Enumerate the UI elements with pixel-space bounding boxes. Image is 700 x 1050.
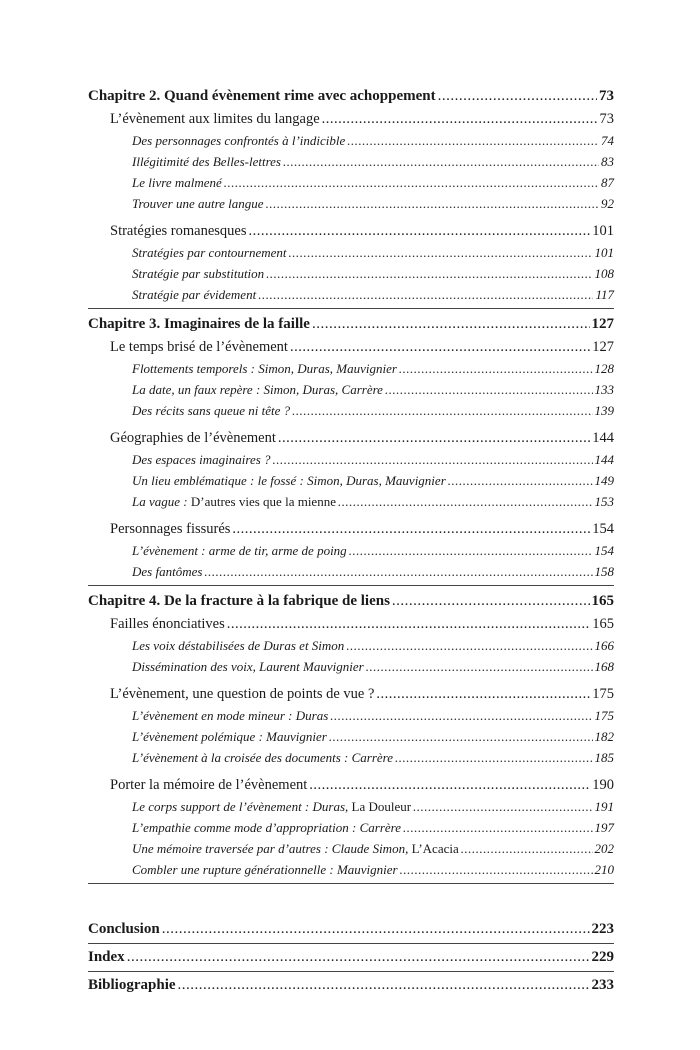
dot-leader [249,220,591,242]
title-part: La Douleur [351,799,412,814]
entry-title [132,635,344,656]
title-part-italic: Stratégie par évidement [132,287,257,302]
entry-title [110,336,288,358]
title-part: Géographies de l’évènement [110,430,276,446]
entry-title [132,726,327,747]
dot-leader [346,635,592,656]
page-number: 73 [599,111,614,127]
toc-subsection-entry [88,796,614,817]
dot-leader [309,774,590,796]
toc-subsection-entry [88,838,614,859]
entry-title [132,172,222,193]
toc-section-entry [88,683,614,705]
page-number: 185 [594,750,614,765]
dot-leader [376,683,590,705]
page-number: 229 [591,949,614,965]
title-part: Le temps brisé de l’évènement [110,339,288,355]
title-part-italic: Le corps support de l’évènement : Duras, [132,799,352,814]
entry-title [132,838,459,859]
page-number: 127 [591,316,614,332]
title-part: Bibliographie [88,977,176,993]
page-number: 144 [592,430,614,446]
toc-section-entry [88,774,614,796]
page-number: 87 [601,175,614,190]
title-part-italic: Les voix déstabilisées de Duras et Simon [132,638,345,653]
title-part-italic: Flottements temporels : Simon, Duras, Mauvignier [132,361,397,376]
page-number: 223 [591,921,614,937]
title-part: Porter la mémoire de l’évènement [110,777,308,793]
dot-leader [395,747,592,768]
dot-leader [283,151,599,172]
title-part-italic: L’évènement polémique : Mauvignier [132,729,327,744]
toc-chapter-entry [88,312,614,336]
dot-leader [413,796,592,817]
dot-leader [329,726,593,747]
title-part-italic: Des espaces imaginaires ? [132,452,271,467]
page-number: 127 [592,339,614,355]
title-part-italic: La date, un faux repère : Simon, Duras, Carrère [132,382,383,397]
page-number: 182 [594,729,614,744]
entry-title [132,263,264,284]
page-number: 144 [594,452,614,467]
dot-leader [266,193,599,214]
entry-title [132,193,264,214]
entry-title [110,613,225,635]
dot-leader [338,491,593,512]
entry-title [132,796,411,817]
toc-subsection-entry [88,400,614,421]
entry-title [132,491,336,512]
toc-subsection-entry [88,379,614,400]
title-part: L’Acacia [411,841,459,856]
page-number: 139 [594,403,614,418]
title-part: L’évènement aux limites du langage [110,111,320,127]
toc-subsection-entry [88,705,614,726]
toc-back-matter-entry [88,972,614,999]
entry-title [132,358,397,379]
title-part-italic: Un lieu emblématique : le fossé : Simon, Duras, Mauvignier [132,473,446,488]
title-part-italic: L’empathie comme mode d’appropriation : Carrère [132,820,401,835]
page-number: 210 [594,862,614,877]
dot-leader [127,944,590,971]
page-number: 197 [594,820,614,835]
page-number: 175 [592,686,614,702]
entry-title [132,561,202,582]
table-of-contents [88,84,614,999]
title-part: Chapitre 3. Imaginaires de la faille [88,316,310,332]
toc-subsection-entry [88,561,614,582]
toc-subsection-entry [88,130,614,151]
title-part-italic: Une mémoire traversée par d’autres : Claude Simon, [132,841,412,856]
toc-subsection-entry [88,817,614,838]
dot-leader [461,838,593,859]
entry-title [132,130,345,151]
title-part-italic: Des personnages confrontés à l’indicible [132,133,346,148]
entry-title [110,108,320,130]
toc-section-entry [88,427,614,449]
title-part-italic: Stratégies par contournement [132,245,287,260]
page-number: 83 [601,154,614,169]
dot-leader [162,916,590,943]
entry-title [88,84,436,108]
entry-title [132,705,328,726]
page-number: 153 [594,494,614,509]
entry-title [132,151,281,172]
toc-subsection-entry [88,540,614,561]
toc-subsection-entry [88,859,614,880]
spacer [88,884,614,916]
dot-leader [290,336,590,358]
title-part: Conclusion [88,921,160,937]
toc-back-matter-entry [88,916,614,943]
dot-leader [400,859,593,880]
dot-leader [278,427,590,449]
dot-leader [266,263,592,284]
page-number: 117 [595,287,614,302]
entry-title [132,747,393,768]
page-number: 202 [594,841,614,856]
toc-chapter-entry [88,84,614,108]
title-part-italic: Dissémination des voix, Laurent Mauvignier [132,659,364,674]
toc-section-entry [88,108,614,130]
toc-section-entry [88,220,614,242]
title-part-italic: La vague : [132,494,191,509]
page-number: 191 [594,799,614,814]
page-number: 101 [592,223,614,239]
page-number: 175 [594,708,614,723]
entry-title [132,449,271,470]
page-number: 158 [594,564,614,579]
page-number: 165 [591,593,614,609]
toc-subsection-entry [88,263,614,284]
title-part: L’évènement, une question de points de vue ? [110,686,375,702]
entry-title [88,944,125,971]
entry-title [88,916,160,943]
entry-title [88,589,390,613]
entry-title [132,379,383,400]
entry-title [132,284,256,305]
dot-leader [385,379,593,400]
page-number: 73 [599,88,614,104]
entry-title [132,656,364,677]
toc-subsection-entry [88,726,614,747]
entry-title [110,518,230,540]
entry-title [132,817,401,838]
page-number: 166 [594,638,614,653]
dot-leader [204,561,592,582]
entry-title [110,427,276,449]
dot-leader [349,540,593,561]
dot-leader [224,172,599,193]
entry-title [88,312,310,336]
toc-section-entry [88,613,614,635]
entry-title [132,400,290,421]
dot-leader [403,817,593,838]
title-part-italic: Des récits sans queue ni tête ? [132,403,291,418]
toc-subsection-entry [88,491,614,512]
title-part-italic: Illégitimité des Belles-lettres [132,154,281,169]
dot-leader [273,449,593,470]
toc-subsection-entry [88,656,614,677]
page-number: 154 [594,543,614,558]
dot-leader [227,613,590,635]
page-number: 165 [592,616,614,632]
dot-leader [289,242,593,263]
toc-subsection-entry [88,193,614,214]
dot-leader [258,284,593,305]
page-number: 168 [594,659,614,674]
entry-title [110,683,374,705]
title-part-italic: Le livre malmené [132,175,222,190]
page-number: 74 [601,133,614,148]
dot-leader [347,130,599,151]
toc-chapter-entry [88,589,614,613]
title-part: Chapitre 4. De la fracture à la fabrique de liens [88,593,390,609]
title-part-italic: Combler une rupture générationnelle : Mauvignier [132,862,398,877]
toc-back-matter-entry [88,944,614,971]
dot-leader [312,312,590,336]
page-number: 149 [594,473,614,488]
entry-title [110,774,307,796]
title-part: Chapitre 2. Quand évènement rime avec achoppement [88,88,436,104]
entry-title [132,540,347,561]
title-part-italic: L’évènement en mode mineur : Duras [132,708,329,723]
title-part: D’autres vies que la mienne [190,494,336,509]
title-part: Failles énonciatives [110,616,225,632]
page-number: 154 [592,521,614,537]
toc-subsection-entry [88,151,614,172]
dot-leader [448,470,593,491]
entry-title [88,972,176,999]
entry-title [132,470,446,491]
page-number: 108 [594,266,614,281]
toc-subsection-entry [88,284,614,305]
page-number: 133 [594,382,614,397]
title-part-italic: Stratégie par substitution [132,266,265,281]
dot-leader [438,84,597,108]
dot-leader [232,518,590,540]
title-part-italic: Trouver une autre langue [132,196,264,211]
page-number: 101 [594,245,614,260]
title-part-italic: Des fantômes [132,564,203,579]
entry-title [132,242,287,263]
toc-section-entry [88,336,614,358]
title-part: Stratégies romanesques [110,223,247,239]
dot-leader [366,656,593,677]
page-number: 92 [601,196,614,211]
dot-leader [392,589,590,613]
toc-subsection-entry [88,172,614,193]
dot-leader [178,972,590,999]
toc-subsection-entry [88,635,614,656]
title-part: Personnages fissurés [110,521,231,537]
entry-title [110,220,247,242]
toc-subsection-entry [88,449,614,470]
title-part: Index [88,949,125,965]
title-part-italic: L’évènement à la croisée des documents : Carrère [132,750,394,765]
toc-subsection-entry [88,358,614,379]
toc-subsection-entry [88,470,614,491]
dot-leader [399,358,593,379]
page-number: 233 [591,977,614,993]
title-part-italic: L’évènement : arme de tir, arme de poing [132,543,347,558]
toc-subsection-entry [88,242,614,263]
entry-title [132,859,398,880]
toc-subsection-entry [88,747,614,768]
dot-leader [322,108,598,130]
toc-section-entry [88,518,614,540]
page-number: 190 [592,777,614,793]
dot-leader [292,400,592,421]
page-number: 128 [594,361,614,376]
dot-leader [330,705,592,726]
